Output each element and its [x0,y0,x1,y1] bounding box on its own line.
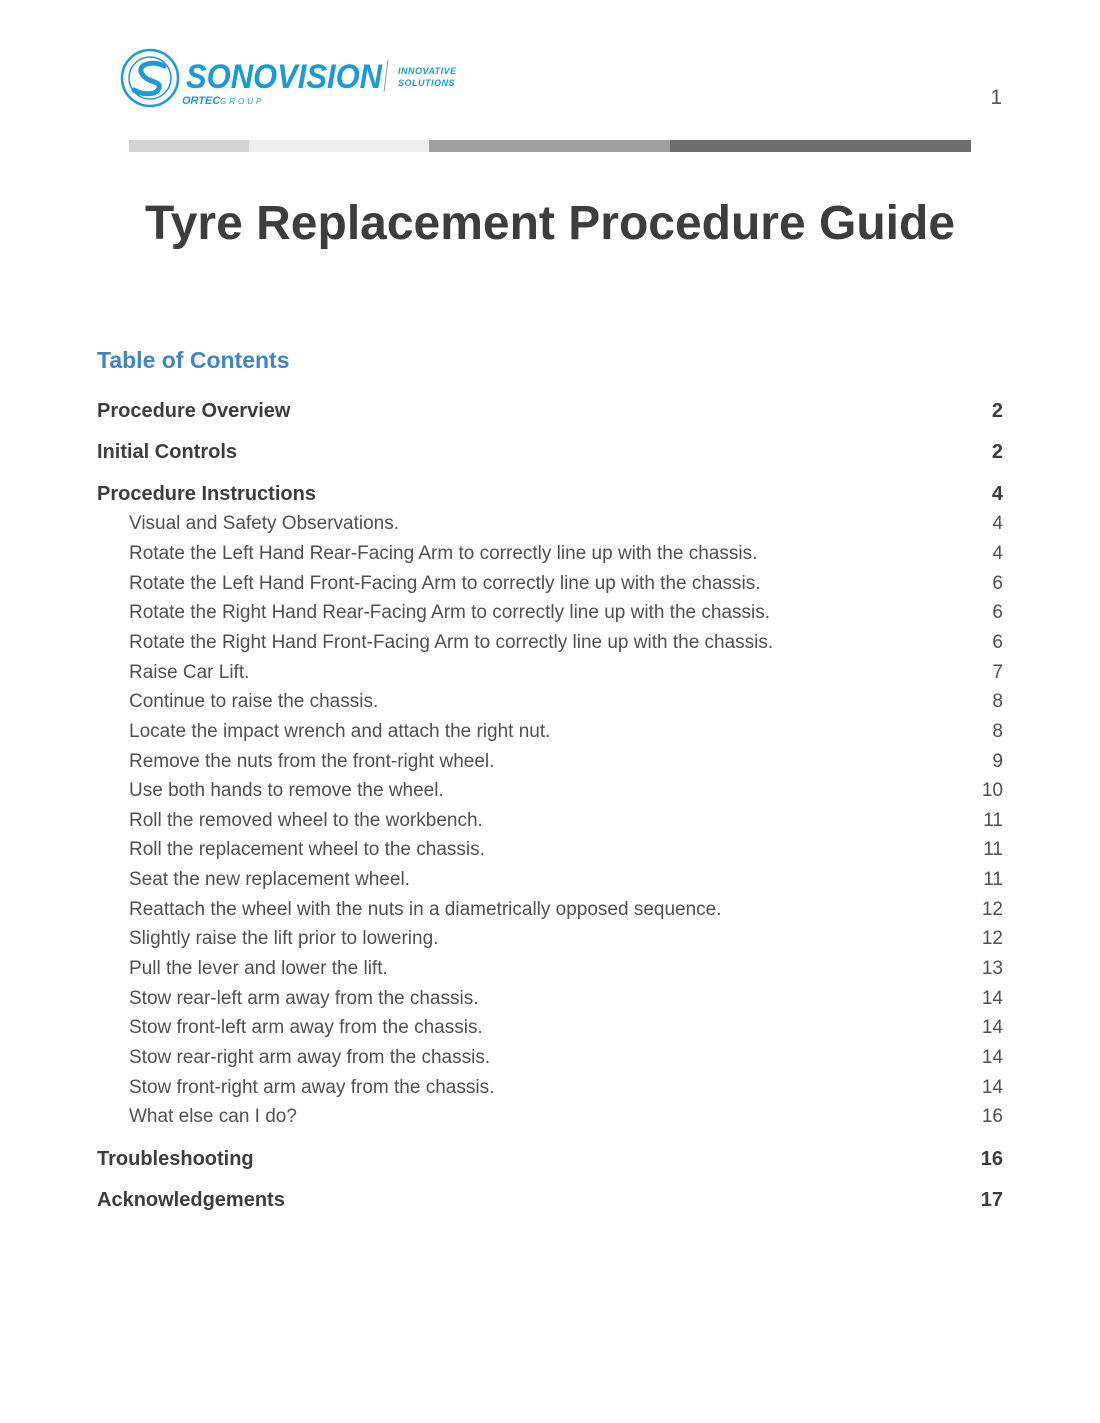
toc-subsection-entry[interactable] [97,513,1003,535]
logo-sub-brand: ORTEC [182,95,221,107]
toc-entry-label: Rotate the Right Hand Front-Facing Arm to correctly line up with the chassis. [129,632,774,653]
toc-subsection-entry[interactable] [97,721,1003,743]
toc-subsection-entry[interactable] [97,988,1003,1010]
toc-entry-label: Raise Car Lift. [129,662,250,683]
toc-subsection-entry[interactable] [97,869,1003,891]
toc-entry-label: Troubleshooting [97,1148,254,1170]
toc-entry-page-number: 6 [992,632,1003,653]
logo-mark [122,50,178,106]
toc-entry-page-number: 6 [992,602,1003,623]
divider-segment [129,140,249,152]
toc-entry-label: Stow rear-left arm away from the chassis. [129,988,479,1009]
toc-entry-label: Use both hands to remove the wheel. [129,780,444,801]
toc-entry-label: Seat the new replacement wheel. [129,869,410,890]
toc-subsection-entry[interactable] [97,632,1003,654]
logo-tagline-line2: SOLUTIONS [398,78,456,88]
company-logo [120,46,460,112]
toc-entry-label: Visual and Safety Observations. [129,513,400,534]
toc-entry-label: Locate the impact wrench and attach the right nut. [129,721,551,742]
logo-group-text: GROUP [220,97,265,106]
toc-subsection-entry[interactable] [97,1106,1003,1128]
toc-subsection-entry[interactable] [97,1077,1003,1099]
toc-entry-label: Stow front-right arm away from the chassis. [129,1077,495,1098]
toc-entry-label: Roll the removed wheel to the workbench. [129,810,483,831]
divider-segment [670,140,971,152]
toc-heading: Table of Contents [97,347,290,373]
toc-subsection-entry[interactable] [97,780,1003,802]
toc-section-entry[interactable] [97,400,1003,423]
toc-entry-page-number: 2 [991,441,1003,463]
divider-segment [429,140,670,152]
toc-entry-page-number: 11 [983,839,1003,860]
toc-subsection-entry[interactable] [97,928,1003,950]
toc-entry-label: Reattach the wheel with the nuts in a diametrically opposed sequence. [129,899,722,920]
toc-entry-page-number: 4 [991,483,1003,505]
toc-entry-label: Roll the replacement wheel to the chassis. [129,839,485,860]
header-divider-bar [129,140,971,152]
toc-entry-label: Pull the lever and lower the lift. [129,958,388,979]
toc-entry-label: Initial Controls [97,441,237,463]
toc-entry-page-number: 10 [981,780,1003,801]
toc-section-entry[interactable] [97,441,1003,464]
toc-entry-page-number: 12 [981,928,1003,949]
toc-entry-page-number: 14 [981,1077,1003,1098]
toc-section-entry[interactable] [97,1189,1003,1212]
toc-subsection-entry[interactable] [97,691,1003,713]
toc-entry-page-number: 17 [980,1189,1003,1211]
toc-subsection-entry[interactable] [97,543,1003,565]
toc-section-entry[interactable] [97,1148,1003,1171]
toc-entry-label: Stow rear-right arm away from the chassis. [129,1047,491,1068]
logo-brand: SONOVISION [186,58,384,96]
toc-entry-label: Stow front-left arm away from the chassis. [129,1017,483,1038]
toc-entry-page-number: 2 [991,400,1003,422]
page-number: 1 [990,86,1002,109]
toc-entry-label: Acknowledgements [97,1189,285,1211]
toc-subsection-entry[interactable] [97,958,1003,980]
toc-subsection-entry[interactable] [97,573,1003,595]
toc-subsection-entry[interactable] [97,839,1003,861]
toc-entry-label: Rotate the Left Hand Front-Facing Arm to correctly line up with the chassis. [129,573,761,594]
toc-entry-page-number: 6 [992,573,1003,594]
toc-subsection-entry[interactable] [97,662,1003,684]
toc-entry-page-number: 7 [992,662,1003,683]
toc-subsection-entry[interactable] [97,1047,1003,1069]
toc-entry-page-number: 13 [981,958,1003,979]
toc-entry-page-number: 14 [981,1047,1003,1068]
toc-entry-page-number: 14 [981,988,1003,1009]
toc-entry-page-number: 12 [981,899,1003,920]
toc-entry-page-number: 4 [992,543,1003,564]
toc-entry-label: Remove the nuts from the front-right wheel. [129,751,495,772]
toc-entry-page-number: 8 [992,691,1003,712]
toc-entry-page-number: 16 [981,1106,1003,1127]
toc-entry-label: Procedure Instructions [97,483,316,505]
toc-entry-page-number: 14 [981,1017,1003,1038]
toc-entry-label: Continue to raise the chassis. [129,691,379,712]
toc-entry-page-number: 11 [983,869,1003,890]
toc-entry-page-number: 16 [980,1148,1003,1170]
toc-subsection-entry[interactable] [97,899,1003,921]
toc-entry-page-number: 9 [992,751,1003,772]
toc-entry-label: Slightly raise the lift prior to lowering. [129,928,439,949]
toc-subsection-entry[interactable] [97,751,1003,773]
toc-entry-label: Rotate the Left Hand Rear-Facing Arm to correctly line up with the chassis. [129,543,758,564]
logo-tagline-line1: INNOVATIVE [398,66,457,76]
toc-subsection-entry[interactable] [97,810,1003,832]
toc-entry-page-number: 4 [992,513,1003,534]
divider-segment [249,140,429,152]
toc-subsection-entry[interactable] [97,602,1003,624]
toc-entry-label: Rotate the Right Hand Rear-Facing Arm to correctly line up with the chassis. [129,602,771,623]
document-title: Tyre Replacement Procedure Guide [144,197,956,250]
toc-section-entry[interactable] [97,483,1003,506]
toc-entry-label: What else can I do? [129,1106,297,1127]
toc-subsection-entry[interactable] [97,1017,1003,1039]
toc-entry-page-number: 8 [992,721,1003,742]
toc-entry-label: Procedure Overview [97,400,291,422]
toc-entry-page-number: 11 [983,810,1003,831]
